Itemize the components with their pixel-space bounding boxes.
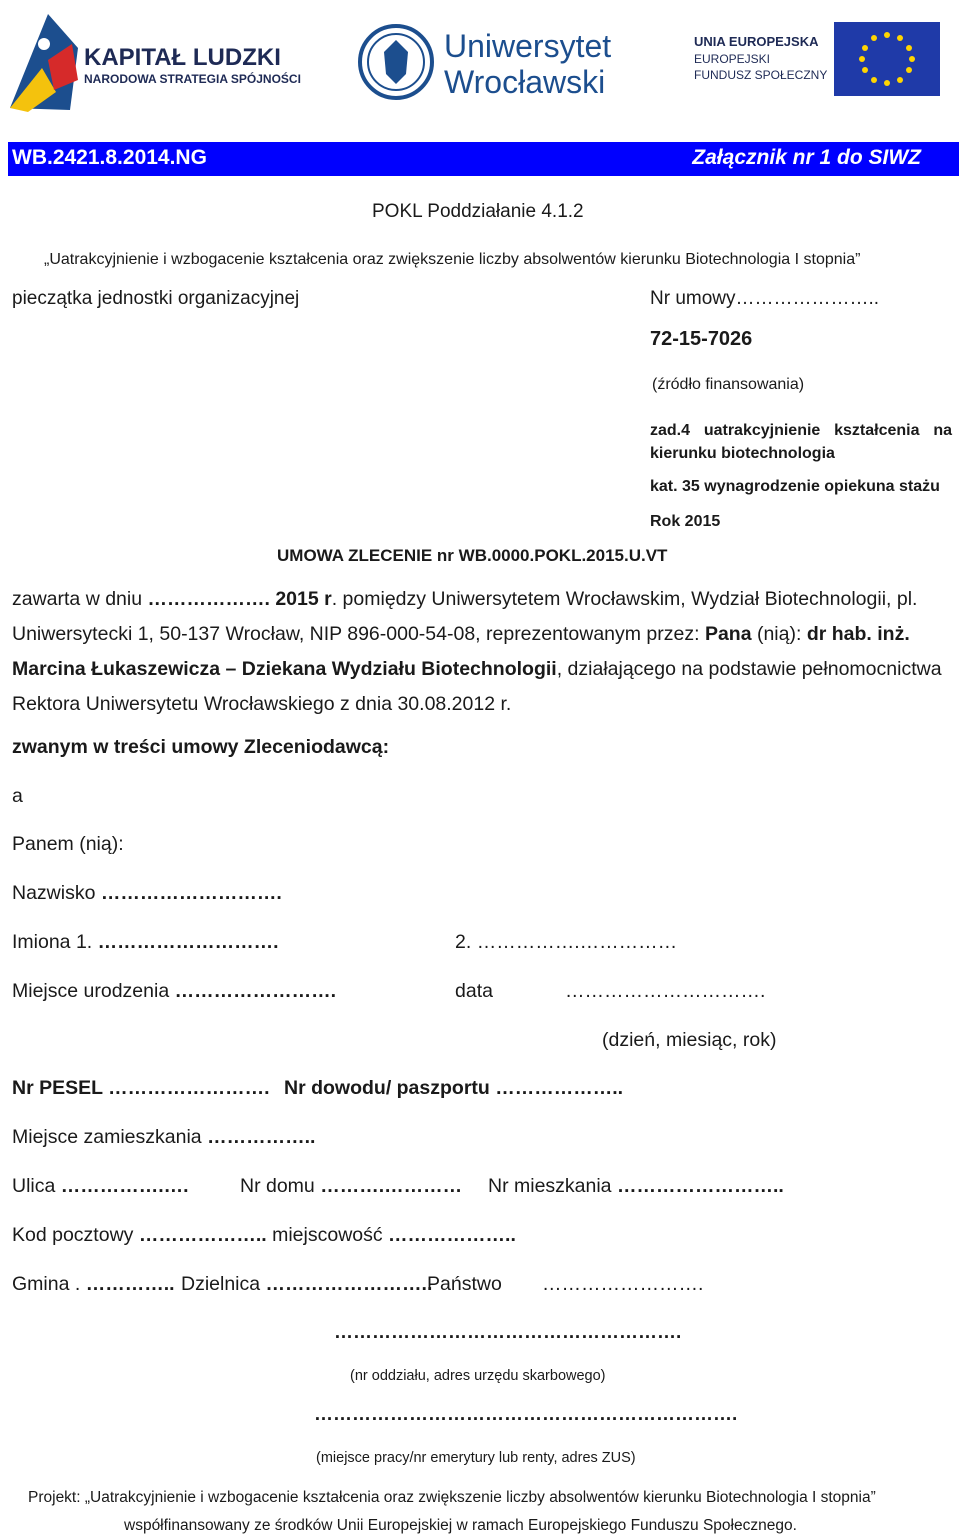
surname-label: Nazwisko <box>12 882 101 904</box>
header-banner <box>8 142 959 176</box>
residence-field[interactable] <box>12 1126 315 1149</box>
ue-line1: UNIA EUROPEJSKA <box>694 34 819 49</box>
year-label: Rok 2015 <box>650 513 721 530</box>
intro-dean-name: dr hab. inż. Marcina Łukaszewicza – Dziekana Wydziału Biotechnologii <box>12 623 910 680</box>
district-label: Dzielnica <box>181 1273 266 1295</box>
commune-dots: ………….. <box>85 1273 175 1295</box>
birthdate-field[interactable]: …………………………. <box>565 980 766 1002</box>
residence-dots: …………….. <box>207 1126 316 1148</box>
commune-label: Gmina . <box>12 1273 86 1295</box>
street-label: Ulica <box>12 1175 61 1197</box>
apartment-number-dots: …………………….. <box>616 1175 784 1197</box>
commune-field[interactable] <box>12 1273 175 1296</box>
contract-title: UMOWA ZLECENIE nr WB.0000.POKL.2015.U.VT <box>277 546 668 565</box>
birthplace-dots: ……………………. <box>174 980 337 1002</box>
tax-office-hint: (nr oddziału, adres urzędu skarbowego) <box>350 1368 606 1384</box>
birthplace-label: Miejsce urodzenia <box>12 980 175 1002</box>
apartment-number-label: Nr mieszkania <box>488 1175 617 1197</box>
contract-number-field: Nr umowy………………….. <box>650 288 880 309</box>
surname-field[interactable] <box>12 882 282 905</box>
second-name-label: 2. <box>455 931 477 953</box>
postal-code-label: Kod pocztowy <box>12 1224 139 1246</box>
pesel-field[interactable] <box>12 1077 270 1100</box>
zus-field[interactable]: …………………………………………………………. <box>314 1404 738 1425</box>
intro-part-3: . pomiędzy Uniwersytetem Wrocławskim, Wydział Biotechnologii, pl. Uniwersytecki 1, 50-137 Wrocław, NIP 896-000-54-08, reprezentowanym przez: <box>12 588 918 645</box>
second-name-field[interactable] <box>455 931 677 954</box>
funding-source-label: (źródło finansowania) <box>652 376 805 393</box>
intro-part-1: zawarta w dniu <box>12 588 148 610</box>
uniwersytet-logo <box>356 14 616 110</box>
id-document-field[interactable] <box>284 1077 623 1100</box>
postal-code-field[interactable] <box>12 1224 516 1247</box>
panem-label: Panem (nią): <box>12 833 124 855</box>
ue-logo <box>694 22 944 96</box>
a-label: a <box>12 785 23 807</box>
ue-line3: FUNDUSZ SPOŁECZNY <box>694 68 828 82</box>
university-seal-icon <box>356 14 436 110</box>
birthplace-field[interactable] <box>12 980 336 1003</box>
first-name-label: Imiona 1. <box>12 931 98 953</box>
zus-hint: (miejsce pracy/nr emerytury lub renty, adres ZUS) <box>316 1450 636 1466</box>
task-description: zad.4 uatrakcyjnienie kształcenia na kierunku biotechnologia <box>650 422 952 462</box>
intro-pana: Pana <box>704 623 752 645</box>
city-label: miejscowość <box>266 1224 389 1246</box>
funding-number: 72-15-7026 <box>650 328 753 350</box>
first-name-dots: ………………………. <box>97 931 279 953</box>
tax-office-field[interactable]: ………………………………………………. <box>334 1322 682 1343</box>
category-label: kat. 35 wynagrodzenie opiekuna stażu <box>650 478 940 495</box>
uniwersytet-line2: Wrocławski <box>444 64 606 100</box>
apartment-number-field[interactable] <box>488 1175 784 1198</box>
house-number-label: Nr domu <box>240 1175 321 1197</box>
surname-dots: ………………………. <box>100 882 282 904</box>
id-document-label: Nr dowodu/ paszportu <box>284 1077 496 1099</box>
contract-intro-paragraph <box>12 582 952 722</box>
country-field[interactable]: ……………………. <box>542 1273 704 1295</box>
house-number-dots: ……….………… <box>320 1175 463 1197</box>
zleceniodawca-label: zwanym w treści umowy Zleceniodawcą: <box>12 736 390 758</box>
footer-project-line: Projekt: „Uatrakcyjnienie i wzbogacenie kształcenia oraz zwiększenie liczby absolwentów kierunku Biotechnologia I stopnia” <box>28 1489 876 1506</box>
birthdate-label: data <box>455 980 493 1002</box>
kapital-ludzki-title: KAPITAŁ LUDZKI <box>84 44 281 71</box>
attachment-label: Załącznik nr 1 do SIWZ <box>692 146 921 169</box>
program-label: POKL Poddziałanie 4.1.2 <box>372 201 584 222</box>
kapital-ludzki-logo <box>8 8 308 112</box>
first-name-field[interactable] <box>12 931 279 954</box>
eu-flag-icon <box>834 22 940 96</box>
uniwersytet-line1: Uniwersytet <box>444 28 612 64</box>
district-field[interactable] <box>181 1273 432 1296</box>
intro-date: ………………. 2015 r <box>147 588 332 610</box>
stamp-label: pieczątka jednostki organizacyjnej <box>12 288 300 309</box>
house-number-field[interactable] <box>240 1175 462 1198</box>
district-dots: …………………….. <box>265 1273 433 1295</box>
footer-funding-line: współfinansowany ze środków Unii Europejskiej w ramach Europejskiego Funduszu Społecznego. <box>124 1517 797 1534</box>
intro-part-5: (nią): <box>751 623 807 645</box>
street-dots: …………….…. <box>60 1175 189 1197</box>
date-format-hint: (dzień, miesiąc, rok) <box>602 1029 777 1051</box>
second-name-dots: …………….…………… <box>476 931 678 953</box>
pesel-label: Nr PESEL <box>12 1077 109 1099</box>
country-label: Państwo <box>427 1273 502 1295</box>
kapital-ludzki-subtitle: NARODOWA STRATEGIA SPÓJNOŚCI <box>84 72 301 86</box>
city-dots: ……………….. <box>388 1224 516 1246</box>
postal-code-dots: ……………….. <box>138 1224 267 1246</box>
project-title: „Uatrakcyjnienie i wzbogacenie kształcenia oraz zwiększenie liczby absolwentów kierunku Biotechnologia I stopnia” <box>44 251 861 268</box>
ue-line2: EUROPEJSKI <box>694 52 771 66</box>
id-document-dots: ……………….. <box>495 1077 624 1099</box>
pesel-dots: ……………………. <box>108 1077 270 1099</box>
case-number: WB.2421.8.2014.NG <box>12 146 207 169</box>
residence-label: Miejsce zamieszkania <box>12 1126 208 1148</box>
intro-part-7: , działającego na podstawie pełnomocnictwa Rektora Uniwersytetu Wrocławskiego z dnia 30.08.2012 r. <box>12 658 942 715</box>
street-field[interactable] <box>12 1175 189 1198</box>
